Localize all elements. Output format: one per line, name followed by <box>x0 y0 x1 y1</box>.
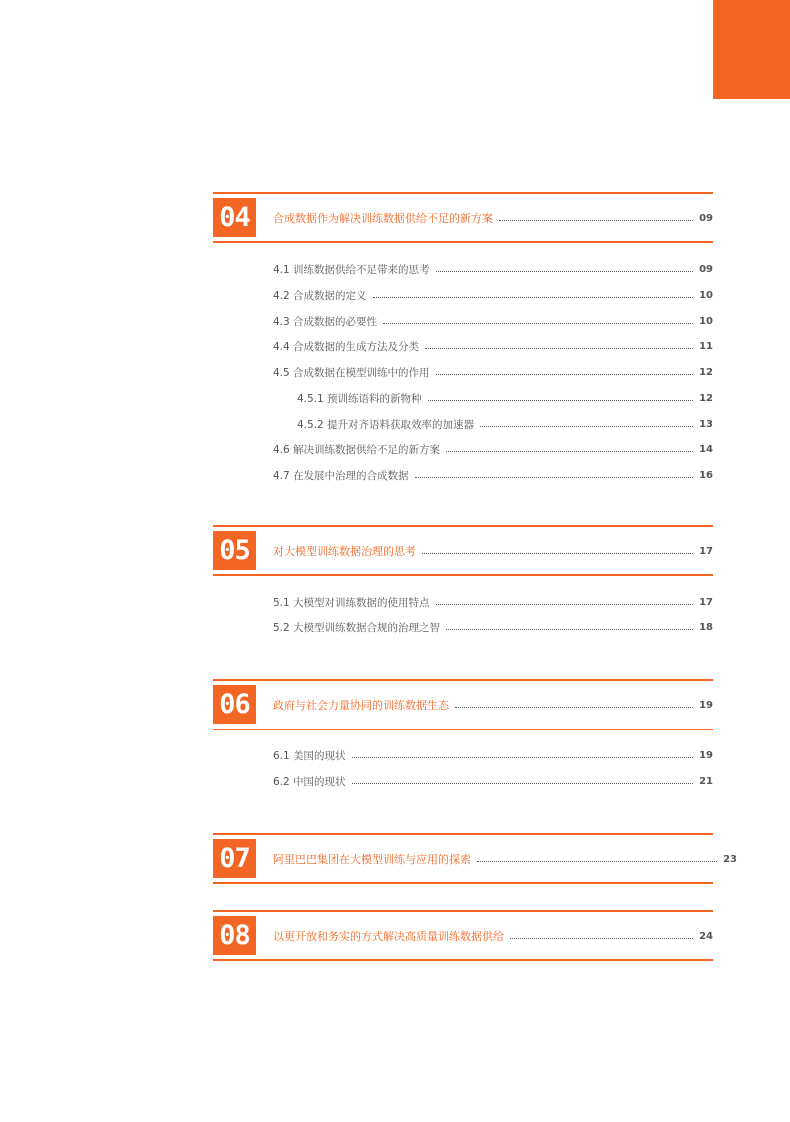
section-header[interactable] <box>213 679 713 730</box>
leader-dots <box>436 271 694 272</box>
section-number: 08 <box>213 916 256 955</box>
section-page: 23 <box>723 853 737 865</box>
toc-item-page: 21 <box>699 775 713 787</box>
section-header[interactable] <box>213 525 713 576</box>
toc-item-page: 16 <box>699 469 713 481</box>
leader-dots <box>480 426 693 427</box>
toc-item-label: 4.1 训练数据供给不足带来的思考 <box>273 263 430 276</box>
toc-item[interactable] <box>273 441 713 457</box>
section-title: 对大模型训练数据治理的思考 <box>273 545 416 558</box>
toc-item[interactable] <box>273 594 713 610</box>
toc-item-label: 4.3 合成数据的必要性 <box>273 315 378 328</box>
section-title: 阿里巴巴集团在大模型训练与应用的探索 <box>273 853 471 866</box>
toc-item[interactable] <box>273 467 713 483</box>
toc-item-page: 10 <box>699 315 713 327</box>
corner-accent-block <box>713 0 790 99</box>
leader-dots <box>428 400 694 401</box>
toc-item[interactable] <box>273 261 713 277</box>
section-number: 04 <box>213 198 256 237</box>
toc-item-label: 4.5 合成数据在模型训练中的作用 <box>273 366 430 379</box>
toc-item-page: 13 <box>699 418 713 430</box>
toc-item-page: 09 <box>699 263 713 275</box>
toc-item-label: 4.5.2 提升对齐语料获取效率的加速器 <box>297 418 475 431</box>
leader-dots <box>352 757 694 758</box>
toc-item-label: 4.6 解决训练数据供给不足的新方案 <box>273 443 441 456</box>
section-number: 07 <box>213 839 256 878</box>
leader-dots <box>436 374 694 375</box>
section-title: 政府与社会力量协同的训练数据生态 <box>273 699 449 712</box>
leader-dots <box>455 707 693 708</box>
toc-item-page: 19 <box>699 749 713 761</box>
toc-section-04 <box>213 192 713 482</box>
toc-item[interactable] <box>273 747 713 763</box>
section-page: 19 <box>699 699 713 711</box>
toc-item-label: 5.2 大模型训练数据合规的治理之智 <box>273 621 441 634</box>
toc-item[interactable] <box>273 364 713 380</box>
toc-subitem[interactable] <box>297 390 713 406</box>
leader-dots <box>373 297 694 298</box>
toc-item-label: 4.5.1 预训练语料的新物种 <box>297 392 422 405</box>
toc-item[interactable] <box>273 619 713 635</box>
toc-item-label: 4.2 合成数据的定义 <box>273 289 367 302</box>
toc-item-page: 14 <box>699 443 713 455</box>
leader-dots <box>510 938 693 939</box>
toc-item-page: 10 <box>699 289 713 301</box>
toc-item-page: 18 <box>699 621 713 633</box>
leader-dots <box>499 220 693 221</box>
toc-item-label: 5.1 大模型对训练数据的使用特点 <box>273 596 430 609</box>
toc-item[interactable] <box>273 773 713 789</box>
toc-section-07 <box>213 833 737 884</box>
section-title: 以更开放和务实的方式解决高质量训练数据供给 <box>273 930 504 943</box>
section-header[interactable] <box>213 910 713 961</box>
toc-subitem[interactable] <box>297 416 713 432</box>
section-page: 17 <box>699 545 713 557</box>
section-page: 24 <box>699 930 713 942</box>
leader-dots <box>446 451 693 452</box>
section-number: 06 <box>213 685 256 724</box>
leader-dots <box>425 348 693 349</box>
toc-item[interactable] <box>273 313 713 329</box>
section-header[interactable] <box>213 833 737 884</box>
toc-item[interactable] <box>273 338 713 354</box>
toc-item-page: 12 <box>699 392 713 404</box>
toc-section-08 <box>213 910 713 961</box>
toc-item-page: 12 <box>699 366 713 378</box>
toc-item-label: 6.2 中国的现状 <box>273 775 346 788</box>
leader-dots <box>422 553 693 554</box>
leader-dots <box>436 604 694 605</box>
toc-item-label: 4.7 在发展中治理的合成数据 <box>273 469 409 482</box>
leader-dots <box>477 861 717 862</box>
toc-item-page: 17 <box>699 596 713 608</box>
leader-dots <box>415 477 694 478</box>
toc-item-label: 6.1 美国的现状 <box>273 749 346 762</box>
leader-dots <box>446 629 693 630</box>
toc-section-05 <box>213 525 713 634</box>
toc-item[interactable] <box>273 287 713 303</box>
section-title: 合成数据作为解决训练数据供给不足的新方案 <box>273 212 493 225</box>
section-header[interactable] <box>213 192 713 243</box>
toc-item-label: 4.4 合成数据的生成方法及分类 <box>273 340 420 353</box>
toc-section-06 <box>213 679 713 788</box>
leader-dots <box>383 323 693 324</box>
toc-item-page: 11 <box>699 340 713 352</box>
section-number: 05 <box>213 531 256 570</box>
section-page: 09 <box>699 212 713 224</box>
leader-dots <box>352 783 694 784</box>
